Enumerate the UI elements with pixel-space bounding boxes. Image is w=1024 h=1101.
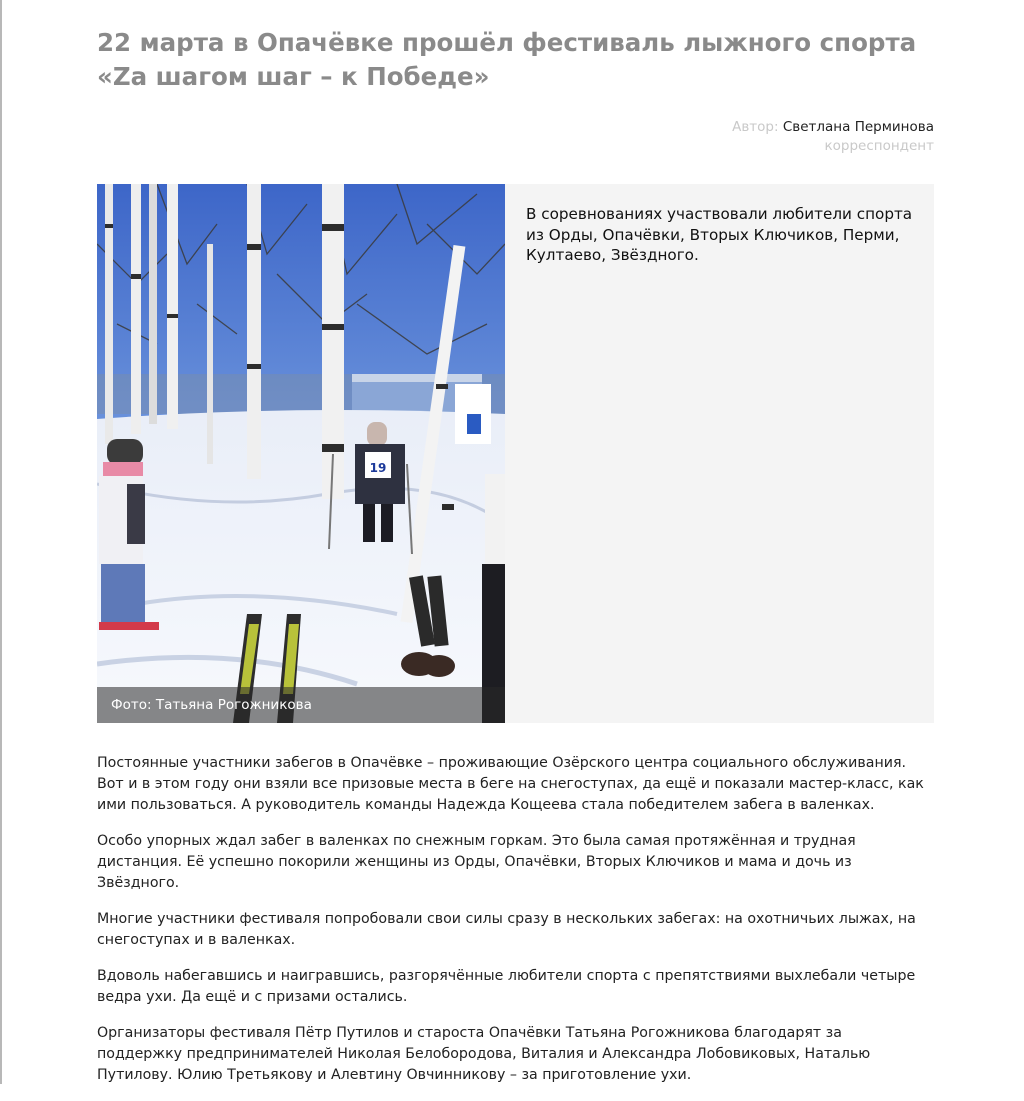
body-paragraph: Постоянные участники забегов в Опачёвке – проживающие Озёрского центра социального обслуживания. Вот и в этом году они взяли все призовые места в беге на снегоступах, да ещё и показали мастер-класс, как ими пользоваться. А руководитель команды Надежда Кощеева стала победителем забега в валенках. [97,755,924,813]
author-label: Автор: [732,119,779,135]
author-block [732,118,934,156]
left-border [0,0,2,1084]
photo-caption: Фото: Татьяна Рогожникова [97,687,505,723]
body-paragraph: Вдоволь набегавшись и наигравшись, разгорячённые любители спорта с препятствиями выхлебали четыре ведра ухи. Да ещё и с призами остались. [97,968,916,1005]
ski-festival-photo [97,184,505,723]
article-photo[interactable] [97,184,505,723]
body-paragraph: Организаторы фестиваля Пётр Путилов и староста Опачёвки Татьяна Рогожникова благодарят за поддержку предпринимателей Николая Белобородова, Виталия и Александра Лобовиковых, Наталью Путилову. Юлию Третьякову и Алевтину Овчинникову – за приготовление ухи. [97,1025,871,1083]
article-body [97,753,929,1101]
body-paragraph: Особо упорных ждал забег в валенках по снежным горкам. Это была самая протяжённая и трудная дистанция. Её успешно покорили женщины из Орды, Опачёвки, Вторых Ключиков и мама и дочь из Звёздного. [97,833,856,891]
body-paragraph: Многие участники фестиваля попробовали свои силы сразу в нескольких забегах: на охотничьих лыжах, на снегоступах и в валенках. [97,911,916,948]
article-title: 22 марта в Опачёвке прошёл фестиваль лыжного спорта «Zа шагом шаг – к Победе» [97,28,917,91]
author-name-link[interactable]: Светлана Перминова [782,119,934,135]
author-role: корреспондент [824,138,934,154]
bib-number: 19 [369,461,387,475]
lead-block [97,184,934,723]
lead-text: В соревнованиях участвовали любители спорта из Орды, Опачёвки, Вторых Ключиков, Перми, Култаево, Звёздного. [526,205,913,264]
